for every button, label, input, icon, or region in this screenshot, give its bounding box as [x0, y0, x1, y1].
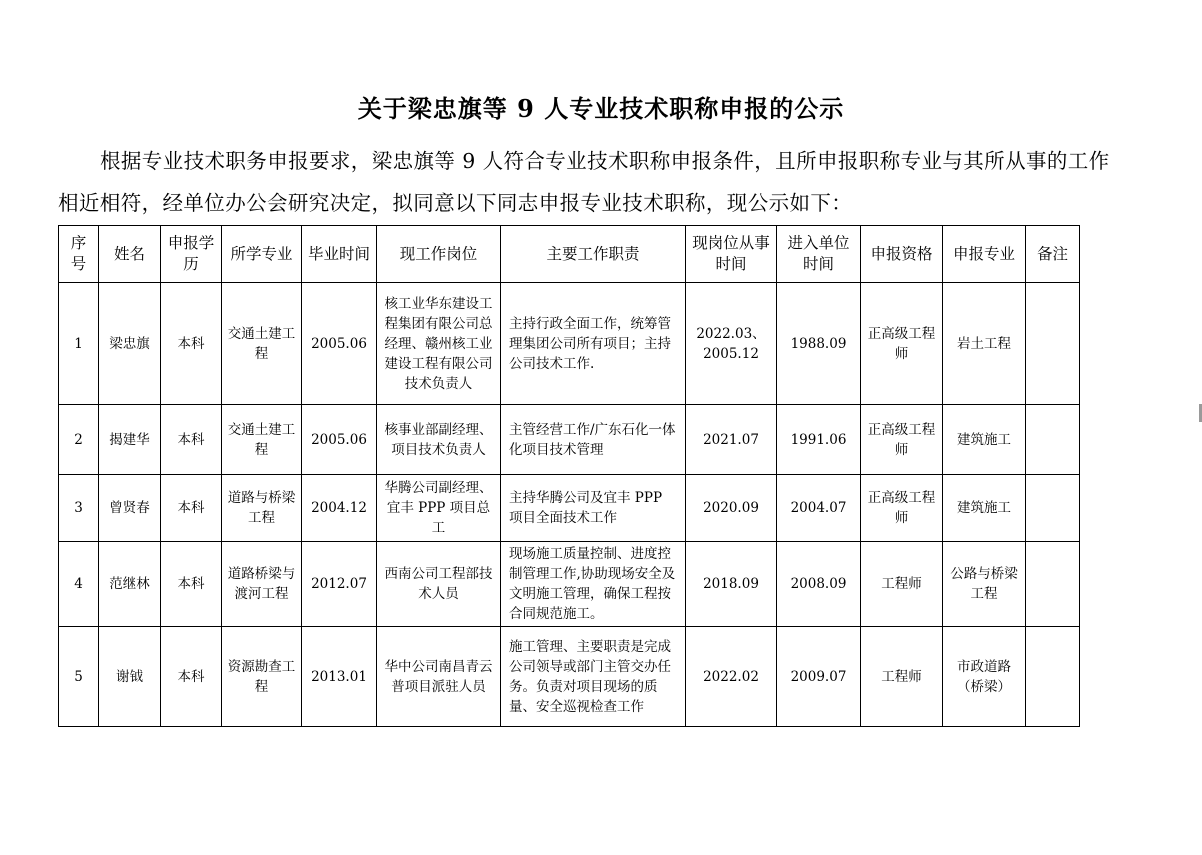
cell-current-position: 核工业华东建设工程集团有限公司总经理、赣州核工业建设工程有限公司技术负责人 — [377, 283, 501, 405]
header-main-duties: 主要工作职责 — [501, 226, 686, 283]
table-row — [59, 542, 1080, 627]
cell-current-position: 华腾公司副经理、宜丰 PPP 项目总工 — [377, 475, 501, 542]
cell-education: 本科 — [161, 283, 222, 405]
cell-main-duties: 施工管理、主要职责是完成公司领导或部门主管交办任务。负责对项目现场的质量、安全巡视检查工作 — [501, 627, 686, 727]
cell-remarks — [1026, 542, 1080, 627]
page-title: 关于梁忠旗等 9 人专业技术职称申报的公示 — [357, 94, 845, 123]
cell-join-date: 2008.09 — [777, 542, 861, 627]
cell-remarks — [1026, 627, 1080, 727]
cell-qualification: 正高级工程师 — [861, 405, 943, 475]
cell-join-date: 2009.07 — [777, 627, 861, 727]
cell-main-duties: 主持华腾公司及宜丰 PPP 项目全面技术工作 — [501, 475, 686, 542]
cell-applied-specialty: 市政道路（桥梁） — [943, 627, 1026, 727]
cell-current-position: 华中公司南昌青云普项目派驻人员 — [377, 627, 501, 727]
cell-major: 交通土建工程 — [222, 283, 302, 405]
cell-main-duties: 主管经营工作/广东石化一体化项目技术管理 — [501, 405, 686, 475]
cell-applied-specialty: 建筑施工 — [943, 405, 1026, 475]
cell-index: 5 — [59, 627, 99, 727]
cell-education: 本科 — [161, 405, 222, 475]
table-row — [59, 627, 1080, 727]
cell-index: 2 — [59, 405, 99, 475]
cell-qualification: 正高级工程师 — [861, 283, 943, 405]
cell-graduation-date: 2005.06 — [302, 405, 377, 475]
cell-main-duties: 主持行政全面工作，统筹管理集团公司所有项目；主持公司技术工作. — [501, 283, 686, 405]
cell-major: 道路桥梁与渡河工程 — [222, 542, 302, 627]
header-major: 所学专业 — [222, 226, 302, 283]
table-row — [59, 475, 1080, 542]
cell-remarks — [1026, 475, 1080, 542]
cell-current-position: 核事业部副经理、项目技术负责人 — [377, 405, 501, 475]
cell-major: 资源勘查工程 — [222, 627, 302, 727]
cell-name: 揭建华 — [99, 405, 161, 475]
header-current-position: 现工作岗位 — [377, 226, 501, 283]
cell-index: 3 — [59, 475, 99, 542]
cell-major: 交通土建工程 — [222, 405, 302, 475]
cell-education: 本科 — [161, 542, 222, 627]
cell-index: 1 — [59, 283, 99, 405]
cell-graduation-date: 2012.07 — [302, 542, 377, 627]
cell-name: 曾贤春 — [99, 475, 161, 542]
cell-major: 道路与桥梁工程 — [222, 475, 302, 542]
cell-current-position: 西南公司工程部技术人员 — [377, 542, 501, 627]
cell-name: 梁忠旗 — [99, 283, 161, 405]
cell-remarks — [1026, 405, 1080, 475]
table-row — [59, 405, 1080, 475]
applicant-table — [58, 225, 1080, 727]
cell-join-date: 1988.09 — [777, 283, 861, 405]
cell-applied-specialty: 建筑施工 — [943, 475, 1026, 542]
cell-name: 谢钺 — [99, 627, 161, 727]
cell-join-date: 2004.07 — [777, 475, 861, 542]
cell-remarks — [1026, 283, 1080, 405]
table-row — [59, 283, 1080, 405]
cell-qualification: 正高级工程师 — [861, 475, 943, 542]
cell-education: 本科 — [161, 627, 222, 727]
cell-position-since: 2022.02 — [686, 627, 777, 727]
cell-join-date: 1991.06 — [777, 405, 861, 475]
cell-graduation-date: 2004.12 — [302, 475, 377, 542]
cell-qualification: 工程师 — [861, 542, 943, 627]
header-join-date: 进入单位时间 — [777, 226, 861, 283]
cell-position-since: 2021.07 — [686, 405, 777, 475]
cell-position-since: 2020.09 — [686, 475, 777, 542]
cell-qualification: 工程师 — [861, 627, 943, 727]
header-graduation-date: 毕业时间 — [302, 226, 377, 283]
cell-name: 范继林 — [99, 542, 161, 627]
table-header-row — [59, 226, 1080, 283]
header-index: 序号 — [59, 226, 99, 283]
intro-paragraph: 根据专业技术职务申报要求，梁忠旗等 9 人符合专业技术职称申报条件，且所申报职称专业与其所从事的工作相近相符，经单位办公会研究决定，拟同意以下同志申报专业技术职称，现公示如下： — [58, 149, 1110, 215]
header-position-since: 现岗位从事时间 — [686, 226, 777, 283]
cell-graduation-date: 2005.06 — [302, 283, 377, 405]
cell-position-since: 2018.09 — [686, 542, 777, 627]
header-remarks: 备注 — [1026, 226, 1080, 283]
header-name: 姓名 — [99, 226, 161, 283]
cell-main-duties: 现场施工质量控制、进度控制管理工作,协助现场安全及文明施工管理，确保工程按合同规范施工。 — [501, 542, 686, 627]
header-applied-specialty: 申报专业 — [943, 226, 1026, 283]
cell-position-since: 2022.03、2005.12 — [686, 283, 777, 405]
header-qualification: 申报资格 — [861, 226, 943, 283]
cell-education: 本科 — [161, 475, 222, 542]
cell-applied-specialty: 公路与桥梁工程 — [943, 542, 1026, 627]
cell-graduation-date: 2013.01 — [302, 627, 377, 727]
cell-applied-specialty: 岩土工程 — [943, 283, 1026, 405]
cell-index: 4 — [59, 542, 99, 627]
header-education: 申报学历 — [161, 226, 222, 283]
